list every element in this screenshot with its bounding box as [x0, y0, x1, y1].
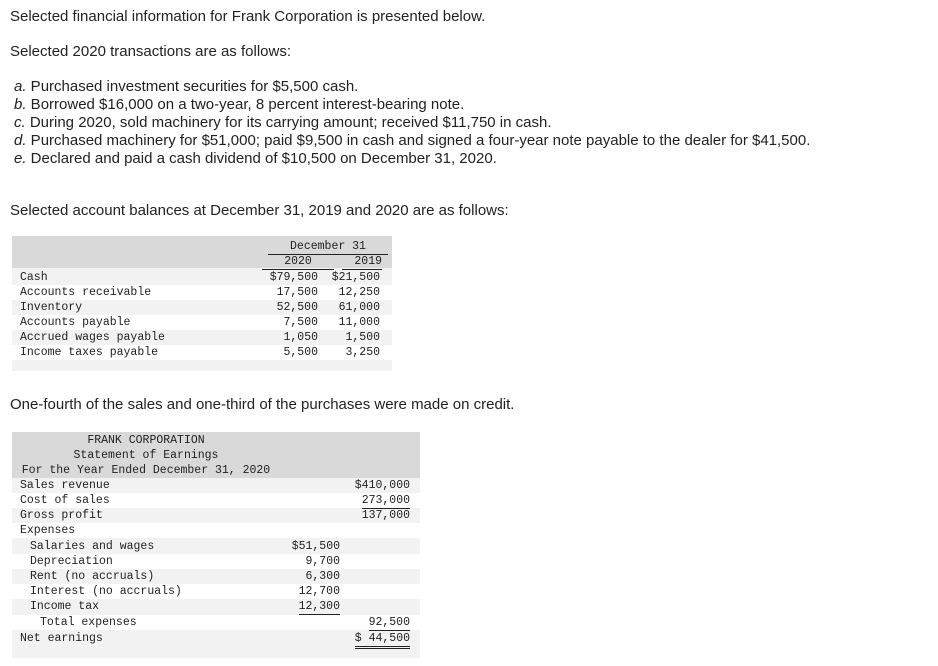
- balances-heading: Selected account balances at December 31, 2019 and 2020 are as follows:: [10, 202, 509, 219]
- transaction-letter: c.: [14, 114, 26, 131]
- transaction-letter: e.: [14, 150, 27, 167]
- total-expenses-row: [12, 615, 420, 630]
- transaction-item: [14, 114, 552, 132]
- statement-title: Statement of Earnings: [73, 449, 219, 462]
- row-label: Accrued wages payable: [20, 331, 165, 344]
- row-label: Cash: [20, 271, 48, 284]
- row-label: Total expenses: [40, 616, 137, 629]
- row-value: 12,300: [298, 600, 340, 613]
- row-value: 9,700: [305, 555, 340, 568]
- expense-row: [12, 569, 420, 584]
- value-2019: 1,500: [345, 331, 380, 344]
- transaction-item: [14, 132, 810, 150]
- value-2019: $21,500: [331, 271, 380, 284]
- row-label: Net earnings: [20, 632, 103, 645]
- account-balances-table: [12, 236, 392, 371]
- row-value: 273,000: [361, 494, 410, 507]
- transactions-heading: Selected 2020 transactions are as follows:: [10, 43, 291, 60]
- row-label: Gross profit: [20, 509, 103, 522]
- net-earnings-row: [12, 631, 420, 646]
- value-2020: 5,500: [283, 346, 318, 359]
- cost-row: [12, 493, 420, 508]
- table-row: [12, 270, 392, 285]
- row-label: Accounts receivable: [20, 286, 152, 299]
- column-header-2020: 2020: [262, 255, 334, 270]
- transaction-text: Borrowed $16,000 on a two-year, 8 percent interest-bearing note.: [26, 96, 465, 113]
- value-2020: 17,500: [276, 286, 318, 299]
- gross-row: [12, 508, 420, 523]
- sales-row: [12, 478, 420, 493]
- row-label: Cost of sales: [20, 494, 110, 507]
- credit-note: One-fourth of the sales and one-third of the purchases were made on credit.: [10, 396, 515, 413]
- intro-text: Selected financial information for Frank Corporation is presented below.: [10, 8, 486, 25]
- statement-of-earnings: [12, 432, 420, 658]
- value-2019: 3,250: [345, 346, 380, 359]
- value-2019: 12,250: [338, 286, 380, 299]
- row-value: 137,000: [361, 509, 410, 522]
- expense-row: [12, 584, 420, 599]
- transaction-item: [14, 96, 464, 114]
- row-label: Sales revenue: [20, 479, 110, 492]
- statement-period: For the Year Ended December 31, 2020: [21, 464, 271, 477]
- row-label: Rent (no accruals): [30, 570, 155, 583]
- row-label: Expenses: [20, 524, 76, 537]
- expense-row: [12, 539, 420, 554]
- transaction-letter: b.: [14, 96, 27, 113]
- value-2020: 7,500: [283, 316, 318, 329]
- row-value: 12,700: [298, 585, 340, 598]
- expenses-heading-row: [12, 523, 420, 538]
- table-row: [12, 315, 392, 330]
- transaction-item: [14, 78, 358, 96]
- row-label: Salaries and wages: [30, 540, 155, 553]
- expense-row: [12, 599, 420, 614]
- transaction-letter: d.: [14, 132, 27, 149]
- value-2020: 52,500: [276, 301, 318, 314]
- value-2019: 61,000: [338, 301, 380, 314]
- table-row: [12, 330, 392, 345]
- row-value: 6,300: [305, 570, 340, 583]
- value-2019: 11,000: [338, 316, 380, 329]
- row-value: $ 44,500: [355, 631, 410, 649]
- value-2020: $79,500: [269, 271, 318, 284]
- transaction-text: During 2020, sold machinery for its carrying amount; received $11,750 in cash.: [25, 114, 552, 131]
- row-label: Inventory: [20, 301, 83, 314]
- row-label: Depreciation: [30, 555, 113, 568]
- company-name: FRANK CORPORATION: [87, 434, 205, 447]
- row-label: Accounts payable: [20, 316, 131, 329]
- expense-row: [12, 554, 420, 569]
- table-row: [12, 285, 392, 300]
- row-value: 92,500: [368, 616, 410, 629]
- transaction-text: Purchased investment securities for $5,500 cash.: [26, 78, 359, 95]
- table-row: [12, 300, 392, 315]
- row-value: $410,000: [354, 479, 410, 492]
- row-value: $51,500: [291, 540, 340, 553]
- column-group-header: December 31: [268, 239, 388, 255]
- transaction-letter: a.: [14, 78, 27, 95]
- value-2020: 1,050: [283, 331, 318, 344]
- column-header-2019: 2019: [342, 255, 382, 270]
- transaction-item: [14, 150, 497, 168]
- transaction-text: Purchased machinery for $51,000; paid $9,500 in cash and signed a four-year note payable to the dealer for $41,500.: [26, 132, 811, 149]
- row-label: Income tax: [30, 600, 100, 613]
- table-row: [12, 345, 392, 360]
- transaction-text: Declared and paid a cash dividend of $10,500 on December 31, 2020.: [26, 150, 497, 167]
- row-label: Income taxes payable: [20, 346, 159, 359]
- row-label: Interest (no accruals): [30, 585, 182, 598]
